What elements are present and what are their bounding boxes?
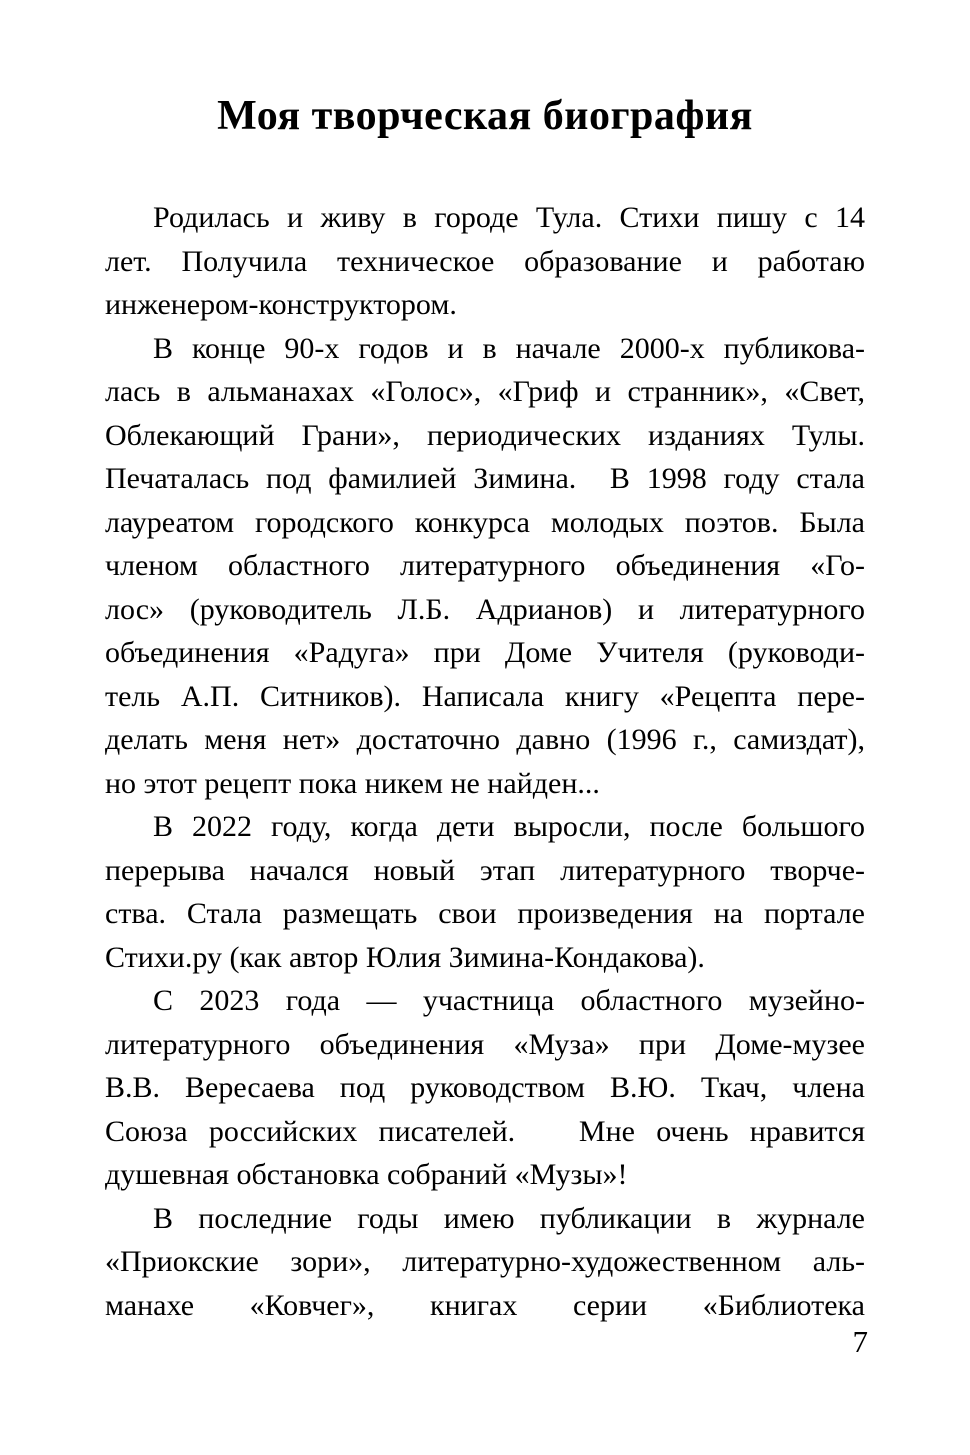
text-line: лос» (руководитель Л.Б. Адрианов) и литературного (105, 592, 865, 626)
text-line: В последние годы имею публикации в журнале (153, 1201, 865, 1235)
text-block (105, 196, 865, 1327)
text-line: объединения «Радуга» при Доме Учителя (руководи- (105, 636, 865, 669)
paragraph (105, 979, 865, 1197)
text-line: манахе «Ковчег», книгах серии «Библиотека (105, 1288, 865, 1322)
text-line: В 2022 году, когда дети выросли, после большого (153, 810, 865, 843)
text-line: членом областного литературного объединения «Го- (105, 549, 865, 582)
text-line: душевная обстановка собраний «Музы»! (105, 1158, 628, 1191)
text-line: лауреатом городского конкурса молодых поэтов. Была (105, 505, 865, 539)
text-line: делать меня нет» достаточно давно (1996 г., самиздат), (105, 723, 865, 756)
page-title: Моя творческая биография (217, 93, 753, 139)
text-line: В.В. Вересаева под руководством В.Ю. Ткач, члена (105, 1071, 865, 1104)
paragraph (105, 196, 865, 327)
text-line: но этот рецепт пока никем не найден... (105, 766, 600, 800)
text-line: Печаталась под фамилией Зимина. В 1998 году стала (105, 462, 865, 495)
text-line: тель А.П. Ситников). Написала книгу «Рецепта пере- (105, 679, 865, 713)
text-line: лась в альманахах «Голос», «Гриф и странник», «Свет, (105, 375, 865, 408)
text-line: лет. Получила техническое образование и работаю (105, 244, 865, 278)
text-line: С 2023 года — участница областного музейно- (153, 984, 865, 1017)
text-line: ства. Стала размещать свои произведения на портале (105, 897, 865, 930)
text-line: «Приокские зори», литературно-художественном аль- (105, 1245, 865, 1278)
paragraph (105, 327, 865, 806)
text-line: Стихи.ру (как автор Юлия Зимина-Кондакова). (105, 940, 705, 974)
paragraph (105, 805, 865, 979)
text-line: В конце 90-х годов и в начале 2000-х публикова- (153, 331, 865, 365)
text-line: литературного объединения «Муза» при Доме-музее (105, 1027, 865, 1061)
text-line: Родилась и живу в городе Тула. Стихи пишу с 14 (153, 201, 865, 234)
text-line: перерыва начался новый этап литературного творче- (105, 853, 865, 887)
paragraph (105, 1197, 865, 1328)
text-line: Облекающий Грани», периодических изданиях Тулы. (105, 418, 865, 452)
text-line: инженером-конструктором. (105, 288, 457, 321)
page-number: 7 (852, 1324, 868, 1359)
text-line: Союза российских писателей. Мне очень нравится (105, 1114, 865, 1148)
